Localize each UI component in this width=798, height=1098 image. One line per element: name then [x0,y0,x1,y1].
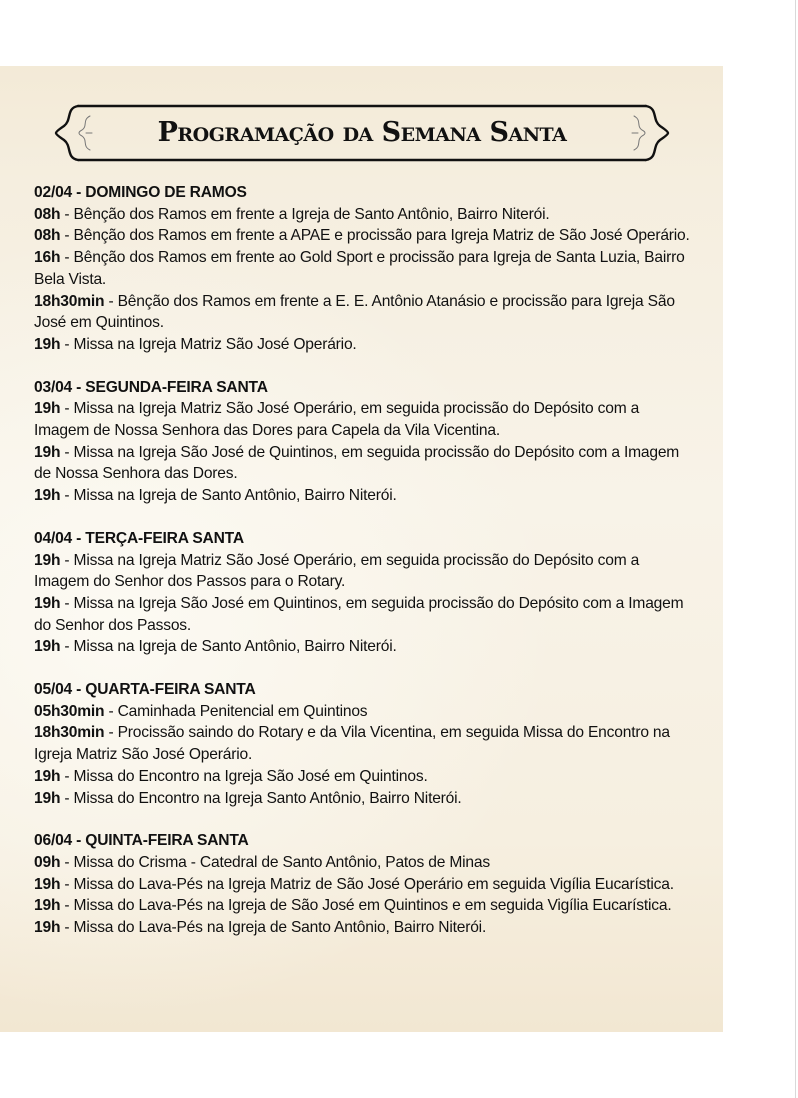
entry-time: 19h [34,919,61,937]
day-date: 05/04 [34,681,73,699]
schedule-entry [34,852,694,874]
entry-text: Missa do Crisma - Catedral de Santo Antônio, Patos de Minas [73,853,490,871]
entry-separator: - [104,724,118,742]
entry-time: 18h30min [34,724,105,742]
page-title: Programação da Semana Santa [157,117,567,148]
day-section [34,679,694,809]
day-separator: - [72,832,86,850]
entry-separator: - [60,487,74,505]
entry-text: Missa do Encontro na Igreja Santo Antônio, Bairro Niterói. [73,789,462,807]
schedule-entry [34,895,694,917]
day-section [34,830,694,939]
entry-text: Missa na Igreja Matriz São José Operário, em seguida procissão do Depósito com a Imagem de Nossa Senhora das Dores para Capela da Vila Vicentina. [34,400,640,440]
entry-time: 18h30min [34,292,105,310]
day-heading [34,182,694,204]
day-date: 03/04 [34,378,73,396]
day-name: SEGUNDA-FEIRA SANTA [85,378,268,396]
entry-text: Caminhada Penitencial em Quintinos [117,702,368,720]
entry-separator: - [104,702,118,720]
day-section [34,182,694,356]
entry-time: 05h30min [34,702,105,720]
entry-text: Missa na Igreja de Santo Antônio, Bairro Niterói. [73,487,397,505]
day-heading [34,377,694,399]
entry-time: 16h [34,249,61,267]
day-section [34,377,694,507]
entry-time: 19h [34,400,61,418]
day-name: QUINTA-FEIRA SANTA [85,832,249,850]
entry-text: Missa do Lava-Pés na Igreja Matriz de São José Operário em seguida Vigília Eucarística. [73,875,674,893]
schedule-poster [0,66,723,1032]
entry-time: 19h [34,335,61,353]
day-date: 04/04 [34,529,73,547]
entry-separator: - [60,205,74,223]
schedule-entry [34,442,694,485]
schedule-entry [34,247,694,290]
schedule-entry [34,874,694,896]
entry-time: 19h [34,897,61,915]
entry-time: 19h [34,551,61,569]
schedule-entry [34,722,694,765]
entry-separator: - [60,249,74,267]
day-section [34,528,694,658]
entry-separator: - [60,638,74,656]
entry-text: Missa do Lava-Pés na Igreja de São José em Quintinos e em seguida Vigília Eucarística. [73,897,672,915]
entry-time: 08h [34,227,61,245]
day-separator: - [72,681,86,699]
entry-separator: - [60,767,74,785]
entry-separator: - [60,551,74,569]
entry-time: 19h [34,594,61,612]
entry-separator: - [60,875,74,893]
entry-separator: - [104,292,118,310]
day-date: 02/04 [34,184,73,201]
schedule-entry [34,788,694,810]
schedule-entry [34,701,694,723]
schedule-entry [34,593,694,636]
entry-text: Missa na Igreja de Santo Antônio, Bairro Niterói. [73,638,397,656]
entry-text: Bênção dos Ramos em frente ao Gold Sport e procissão para Igreja de Santa Luzia, Bairro Bela Vista. [34,249,685,288]
entry-text: Bênção dos Ramos em frente a Igreja de Santo Antônio, Bairro Niterói. [73,205,550,223]
entry-text: Missa na Igreja São José em Quintinos, em seguida procissão do Depósito com a Imagem do Senhor dos Passos. [34,594,684,634]
entry-separator: - [60,594,74,612]
day-heading [34,679,694,701]
schedule-entry [34,917,694,939]
schedule-entry [34,291,694,334]
entry-separator: - [60,919,74,937]
schedule-entry [34,485,694,507]
schedule-entry [34,398,694,441]
entry-separator: - [60,335,74,353]
entry-text: Procissão saindo do Rotary e da Vila Vicentina, em seguida Missa do Encontro na Igreja Matriz São José Operário. [34,724,670,764]
entry-text: Missa na Igreja São José de Quintinos, em seguida procissão do Depósito com a Imagem de Nossa Senhora das Dores. [34,443,680,483]
schedule-entry [34,204,694,226]
schedule-entry [34,225,694,247]
schedule-entry [34,334,694,356]
day-name: TERÇA-FEIRA SANTA [85,529,244,547]
entry-separator: - [60,400,74,418]
entry-separator: - [60,853,74,871]
entry-text: Missa na Igreja Matriz São José Operário. [73,335,357,353]
entry-text: Missa do Encontro na Igreja São José em Quintinos. [73,767,428,785]
day-name: QUARTA-FEIRA SANTA [85,681,256,699]
entry-text: Bênção dos Ramos em frente a E. E. Antônio Atanásio e procissão para Igreja São José em Quintinos. [34,292,675,332]
schedule-entry [34,636,694,658]
entry-time: 19h [34,767,61,785]
entry-time: 19h [34,638,61,656]
entry-time: 08h [34,205,61,223]
day-separator: - [72,529,86,547]
entry-time: 19h [34,487,61,505]
entry-text: Missa do Lava-Pés na Igreja de Santo Antônio, Bairro Niterói. [73,919,487,937]
day-heading [34,528,694,550]
day-separator: - [72,378,86,396]
page-edge-line [795,0,796,1098]
day-name: DOMINGO DE RAMOS [85,184,247,201]
entry-separator: - [60,443,74,461]
day-heading [34,830,694,852]
schedule-entry [34,550,694,593]
entry-separator: - [60,227,74,245]
entry-separator: - [60,789,74,807]
day-separator: - [72,184,86,201]
schedule-entry [34,766,694,788]
schedule-content [34,182,694,960]
title-banner [52,102,672,164]
entry-time: 19h [34,443,61,461]
entry-time: 19h [34,789,61,807]
entry-text: Missa na Igreja Matriz São José Operário, em seguida procissão do Depósito com a Imagem do Senhor dos Passos para o Rotary. [34,551,640,591]
entry-time: 19h [34,875,61,893]
entry-text: Bênção dos Ramos em frente a APAE e procissão para Igreja Matriz de São José Operário. [73,227,690,245]
day-date: 06/04 [34,832,73,850]
entry-time: 09h [34,853,61,871]
entry-separator: - [60,897,74,915]
